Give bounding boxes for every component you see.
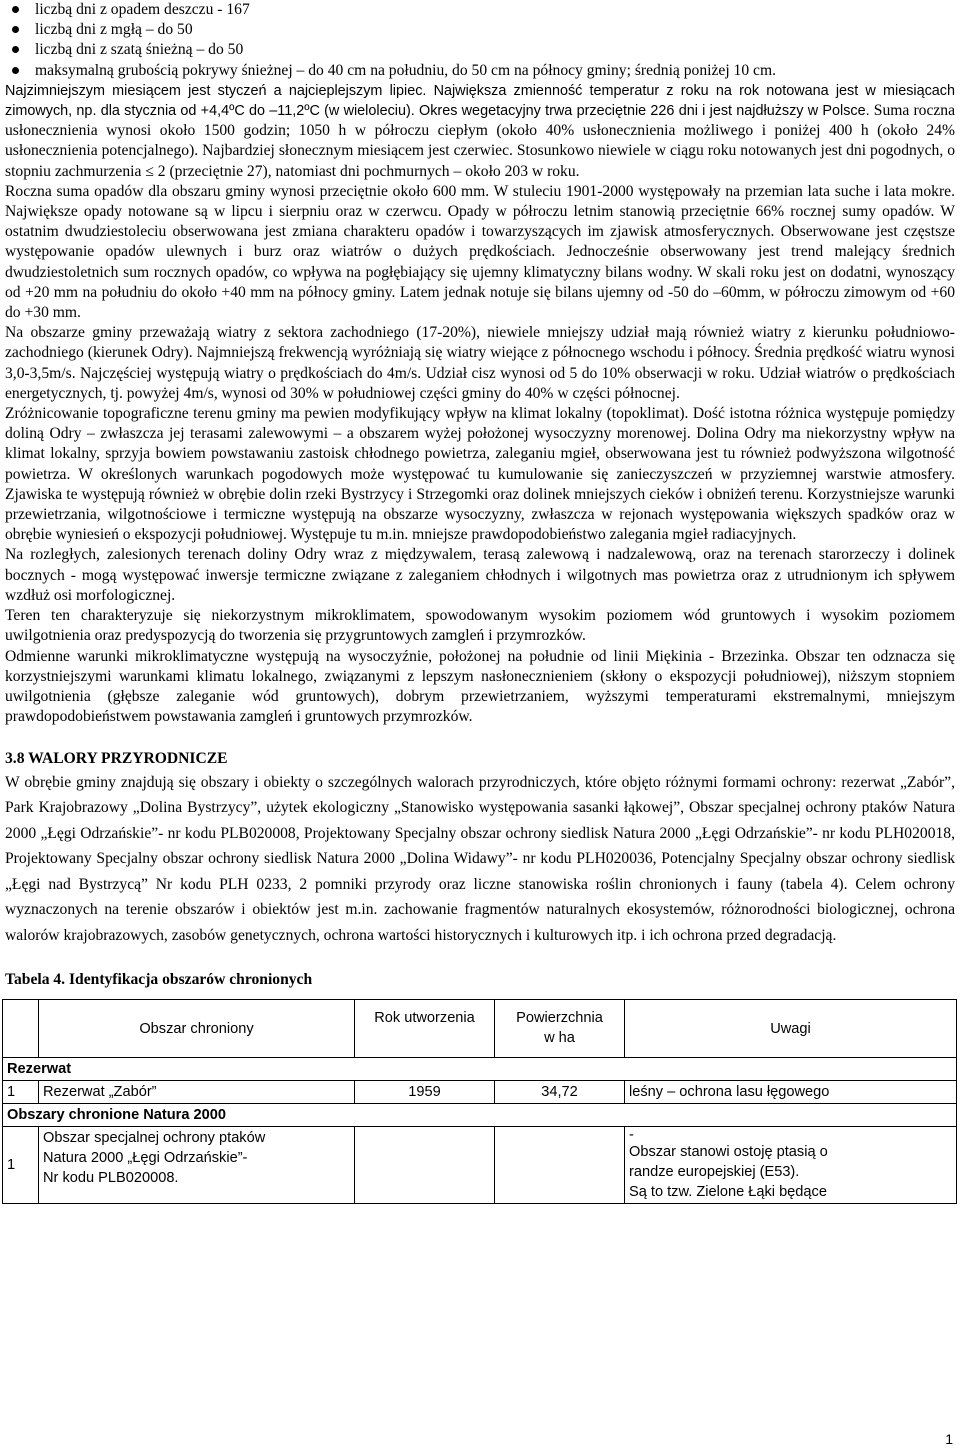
notes-line: Są to tzw. Zielone Łąki będące: [629, 1184, 827, 1201]
paragraph-topoclimate: Zróżnicowanie topograficzne terenu gminy ma pewien modyfikujący wpływ na klimat lokalny (topoklimat). Dość istotna różnica występuje pomiędzy doliną Odry – zwłaszcza jej terasami zalewowymi – a obszarem wyżej położonej wysoczyzny morenowej. Dolina Odry ma niekorzystny wpływ na klimat lokalny, sprzyja bowiem powstawaniu zastoisk chłodnego powietrza, zaleganiu mgieł, obserwowana jest tu również podwyższona wilgotność powietrza. W określonych warunkach pogodowych może występować tu kumulowanie się zanieczyszczeń w przyziemnej warstwie atmosfery. Zjawiska te występują również w obrębie dolin rzeki Bystrzycy i Strzegomki oraz dolinek mniejszych cieków i obniżeń terenu. Korzystniejsze warunki przewietrzania, wilgotnościowe i termiczne występują na obszarze wysoczyzny, zwłaszcza w rejonach występowania większych spadków oraz w obrębie wyniesień o ekspozycji południowej. Występuje tu m.in. mniejsze prawdopodobieństwo zalegania mgieł radiacyjnych.: [5, 405, 955, 544]
cell-notes: [625, 1127, 957, 1204]
cell-year: [355, 1127, 495, 1204]
paragraph-odra-valley: Na rozległych, zalesionych terenach doliny Odry wraz z międzywalem, terasą zalewową i nadzalewową, oraz na terenach starorzeczy i dolinek bocznych - mogą występować inwersje termiczne związane z zaleganiem chłodnych i wilgotnych mas powietrza oraz z utrudnionym ich spływem wzdłuż osi morfologicznej.: [5, 546, 955, 604]
cell-surface: 34,72: [495, 1081, 625, 1104]
table-section-row: [3, 1104, 957, 1127]
cell-area-name: Rezerwat „Zabór”: [39, 1081, 355, 1104]
paragraph-natural-values: W obrębie gminy znajdują się obszary i obiekty o szczególnych walorach przyrodniczych, które objęto różnymi formami ochrony: rezerwat „Zabór”, Park Krajobrazowy „Dolina Bystrzycy”, użytek ekologiczny „Stanowisko występowania sasanki łąkowej”, Obszar specjalnej ochrony ptaków Natura 2000 „Łęgi Odrzańskie”- nr kodu PLB020008, Projektowany Specjalny obszar ochrony siedlisk Natura 2000 „Łęgi Odrzańskie”- nr kodu PLH020018, Projektowany Specjalny obszar ochrony siedlisk Natura 2000 „Dolina Widawy”- nr kodu PLH020036, Potencjalny Specjalny obszar ochrony siedlisk „Łęgi nad Bystrzycą” Nr kodu PLH 0233, 2 pomniki przyrody oraz liczne stanowiska roślin chronionych i fauny (tabela 4). Celem ochrony wyznaczonych na terenie obszarów i obiektów jest m.in. zachowanie fragmentów naturalnych ekosystemów, różnorodności biologicznej, ochrona walorów krajobrazowych, zasobów genetycznych, ochrona wartości historycznych i kulturowych itp. i ich ochrona przed degradacją.: [5, 773, 955, 944]
document-page: [5, 0, 955, 1204]
table-row: [3, 1081, 957, 1104]
cell-number: 1: [3, 1127, 39, 1204]
table-caption: Tabela 4. Identyfikacja obszarów chronionych: [5, 971, 313, 989]
section-label-reserve: Rezerwat: [3, 1058, 957, 1081]
protected-areas-table: [2, 999, 957, 1204]
page-number: 1: [945, 1430, 953, 1447]
paragraph-sunshine: Suma roczna usłonecznienia wynosi około 1500 godzin; 1050 h w półroczu ciepłym (około 40% usłonecznienia możliwego i poniżej 400 h (około 24% usłonecznienia potencjalnego). Najbardziej słonecznym miesiącem jest czerwiec. Stosunkowo niewiele w ciągu roku notowanych jest dni pogodnych, o stopniu zachmurzenia ≤ 2 (przeciętnie 27), natomiast dni pochmurnych – około 203 w roku.: [5, 102, 955, 180]
list-item: liczbą dni z opadem deszczu - 167: [5, 0, 955, 20]
header-surface: [495, 1000, 625, 1058]
paragraph-wind: Na obszarze gminy przeważają wiatry z sektora zachodniego (17-20%), niewiele mniejszy udział mają również wiatry z kierunku południowo-zachodniego (kierunek Odry). Najmniejszą frekwencją wyróżniają się wiatry wiejące z północnego wschodu i północy. Średnia prędkość wiatru wynosi 3,0-3,5m/s. Najczęściej występują wiatry o prędkościach do 4m/s. Udział cisz wynosi od 5 do 10% obserwacji w roku. Udział wiatrów o prędkościach energetycznych, tj. powyżej 4m/s, wynosi od 30% w południowej części gminy do 40% w części północnej.: [5, 324, 955, 402]
list-item: liczbą dni z mgłą – do 50: [5, 20, 955, 40]
area-name-line: Obszar specjalnej ochrony ptaków: [43, 1130, 266, 1147]
table-section-row: [3, 1058, 957, 1081]
notes-line: randze europejskiej (E53).: [629, 1164, 800, 1181]
header-notes: Uwagi: [625, 1000, 957, 1058]
list-item: liczbą dni z szatą śnieżną – do 50: [5, 40, 955, 60]
paragraph-precipitation: Roczna suma opadów dla obszaru gminy wynosi przeciętnie około 600 mm. W stuleciu 1901-2000 występowały na przemian lata suche i lata mokre. Największe opady notowane są w lipcu i sierpniu oraz w czerwcu. Opady w półroczu letnim stanowią przeciętnie 66% rocznej sumy opadów. W ostatnim dwudziestoleciu obserwowana jest zmiana charakteru opadów i towarzyszących im zjawisk atmosferycznych. Obserwowane jest częstsze występowanie opadów ulewnych i burz oraz wiatrów o dużych prędkościach. Jednocześnie obserwowany jest trend malejący średnich dwudziestoletnich sum rocznych opadów, co wpływa na pogłębiający się ujemny klimatyczny bilans wodny. W skali roku jest on dodatni, wynoszący od +20 mm na południu do około +40 mm na północy gminy. Latem jednak notuje się bilans ujemny od -50 do –60mm, w półroczu zimowym od +60 do +30 mm.: [5, 182, 955, 322]
header-area: Obszar chroniony: [39, 1000, 355, 1058]
header-year: Rok utworzenia: [355, 1000, 495, 1058]
header-surface-line1: Powierzchnia: [516, 1010, 603, 1027]
notes-line: Obszar stanowi ostoję ptasią o: [629, 1144, 828, 1161]
paragraph-upland: Odmienne warunki mikroklimatyczne występują na wysoczyźnie, położonej na południe od linii Miękinia - Brzezinka. Obszar ten odznacza się korzystniejszymi warunkami klimatu lokalnego, związanymi z lepszym nasłonecznieniem (skłony o ekspozycji południowej), niższym stopniem uwilgotnienia (głębsze zaleganie wód gruntowych), dobrym przewietrzaniem, wyższymi temperaturami ekstremalnymi, mniejszym prawdopodobieństwem powstawania zamgleń i gruntowych przymrozków.: [5, 647, 955, 726]
cell-number: 1: [3, 1081, 39, 1104]
paragraph-temperature: Najzimniejszym miesiącem jest styczeń a najcieplejszym lipiec. Największa zmienność temperatur z roku na rok notowana jest w miesiącach zimowych, np. dla stycznia od +4,4ºC do –11,2ºC (w wieloleciu). Okres wegetacyjny trwa przeciętnie 226 dni i jest najdłuższy w Polsce.: [5, 82, 955, 120]
paragraph-temperature-sunshine: [5, 81, 955, 182]
header-surface-line2: w ha: [544, 1030, 575, 1047]
area-name-line: Natura 2000 „Łęgi Odrzańskie”-: [43, 1150, 248, 1167]
cell-notes: leśny – ochrona lasu łęgowego: [625, 1081, 957, 1104]
paragraph-microclimate: Teren ten charakteryzuje się niekorzystnym mikroklimatem, spowodowanym wysokim poziomem wód gruntowych i wysokim poziomem uwilgotnienia oraz predyspozycją do tworzenia się przygruntowych zamgleń i przymrozków.: [5, 607, 955, 645]
climate-bullet-list: [5, 0, 955, 81]
table-header-row: [3, 1000, 957, 1058]
table-row: [3, 1127, 957, 1204]
section-heading: 3.8 WALORY PRZYRODNICZE: [5, 750, 228, 768]
area-name-line: Nr kodu PLB020008.: [43, 1170, 179, 1187]
header-empty-cell: [3, 1000, 39, 1058]
cell-area-name: [39, 1127, 355, 1204]
notes-line: -: [629, 1127, 634, 1144]
cell-year: 1959: [355, 1081, 495, 1104]
section-label-natura: Obszary chronione Natura 2000: [3, 1104, 957, 1127]
cell-surface: [495, 1127, 625, 1204]
list-item: maksymalną grubością pokrywy śnieżnej – do 40 cm na południu, do 50 cm na północy gminy; średnią poniżej 10 cm.: [5, 61, 955, 81]
